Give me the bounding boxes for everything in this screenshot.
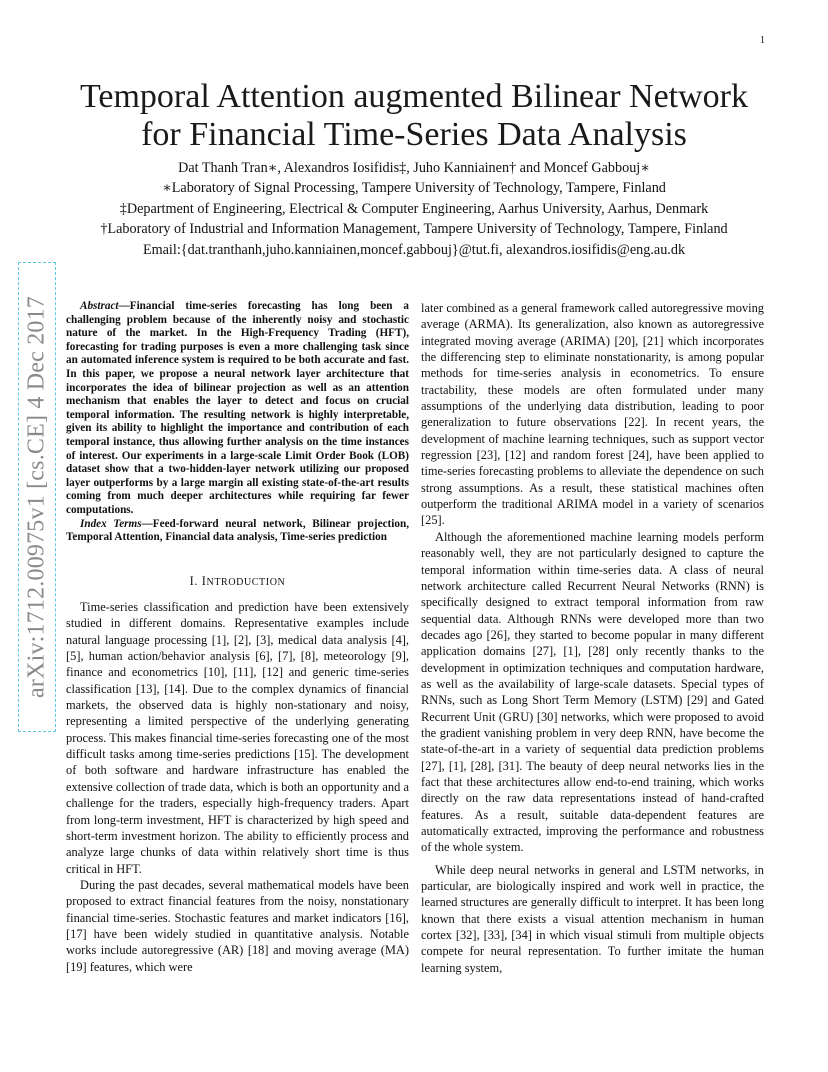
section-heading bbox=[66, 573, 409, 591]
affiliation: ‡Department of Engineering, Electrical & Computer Engineering, Aarhus University, Aarhus, Denmark bbox=[119, 200, 709, 217]
author-block bbox=[0, 158, 828, 260]
author-list: Dat Thanh Tran∗, Alexandros Iosifidis‡, Juho Kanniainen† and Moncef Gabbouj∗ bbox=[178, 160, 650, 176]
index-terms-lead: Index Terms bbox=[80, 517, 142, 530]
arxiv-stamp[interactable] bbox=[18, 262, 56, 732]
abstract-lead: Abstract bbox=[80, 300, 119, 312]
section-numeral: I. I bbox=[189, 573, 207, 588]
index-terms-text: —Feed-forward neural network, Bilinear projection, Temporal Attention, Financial data analysis, Time-series prediction bbox=[66, 517, 409, 544]
arxiv-identifier: arXiv:1712.00975v1 [cs.CE] 4 Dec 2017 bbox=[23, 296, 50, 698]
body-paragraph: Time-series classification and prediction have been extensively studied in different domains. Representative examples include natural language processing [1], [2], [3], medical data analysis [4], [5], human action/behavior analysis [6], [7], [8], meteorology [9], finance and econometrics [10], [11], [12] and generic time-series classification [13], [14]. Due to the complex dynamics of financial markets, the observed data is highly non-stationary and noisy, representing a limited perspective of the underlying generating process. This makes financial time-series forecasting one of the most difficult tasks among time-series predictions [15]. The development of both software and hardware infrastructure has enabled the extensive collection of trade data, which is both an opportunity and a challenge for the traders, especially high-frequency traders. Apart from long-term investment, HFT is characterized by high speed and short-term investment horizon. The ability to efficiently process and analyze large chunks of data within relatively short time is thus critical in HFT. bbox=[66, 600, 409, 876]
right-column bbox=[421, 300, 764, 976]
body-paragraph: During the past decades, several mathematical models have been proposed to extract financial features from the noisy, nonstationary financial time-series. Stochastic features and market indicators [16], [17] have been widely studied in quantitative analysis. Notable works include autoregressive (AR) [18] and moving average (MA) [19] features, which were bbox=[66, 877, 409, 974]
paper-title bbox=[0, 78, 828, 154]
abstract bbox=[66, 300, 409, 518]
affiliation: †Laboratory of Industrial and Information Management, Tampere University of Technology, Tampere, Finland bbox=[100, 221, 728, 238]
index-terms bbox=[66, 518, 409, 545]
email-line: Email:{dat.tranthanh,juho.kanniainen,moncef.gabbouj}@tut.fi, alexandros.iosifidis@eng.au.dk bbox=[142, 241, 686, 258]
body-paragraph: Although the aforementioned machine learning models perform reasonably well, they are not particularly designed to capture the temporal information within time-series data. A class of neural network architecture called Recurrent Neural Networks (RNN) is specifically designed to extract temporal information from raw sequential data. Although RNNs were developed more than two decades ago [26], they started to become popular in many different application domains [27], [1], [28] only recently thanks to the development in optimization techniques and computation hardware, as well as the availability of large-scale datasets. Special types of RNNs, such as Long Short Term Memory (LSTM) [29] and Gated Recurrent Unit (GRU) [30] networks, which were proposed to avoid the gradient vanishing problem in very deep RNN, have become the state-of-the-art in a variety of sequential data prediction problems [27], [1], [28], [31]. The beauty of deep neural networks lies in the fact that these architectures allow end-to-end training, which works directly on the raw data representations instead of hand-crafted features. As a result, suitable data-dependent features are automatically extracted, improving the performance and robustness of the whole system. bbox=[421, 529, 764, 855]
abstract-text: —Financial time-series forecasting has long been a challenging problem because of the inherently noisy and stochastic nature of the market. In the High-Frequency Trading (HFT), forecasting for trading purposes is even a more challenging task since an automated inference system is required to be both accurate and fast. In this paper, we propose a neural network layer architecture that incorporates the idea of bilinear projection as well as an attention mechanism that enables the layer to detect and focus on crucial temporal information. The resulting network is highly interpretable, given its ability to highlight the importance and contribution of each temporal instance, thus allowing further analysis on the time instances of interest. Our experiments in a large-scale Limit Order Book (LOB) dataset show that a two-hidden-layer network utilizing our proposed layer outperforms by a large margin all existing state-of-the-art results coming from much deeper architectures while requiring far fewer computations. bbox=[66, 300, 409, 516]
body-paragraph: While deep neural networks in general and LSTM networks, in particular, are biologically inspired and work well in practice, the learned structures are generally difficult to interpret. It has been long known that there exists a visual attention mechanism in human cortex [32], [33], [34] in which visual stimuli from multiple objects compete for neural representation. To further imitate the human learning system, bbox=[421, 862, 764, 975]
left-column bbox=[66, 300, 409, 975]
title-line: for Financial Time-Series Data Analysis bbox=[141, 116, 687, 153]
body-paragraph: later combined as a general framework called autoregressive moving average (ARMA). Its generalization, also known as autoregressive integrated moving average (ARIMA) [20], [21] which incorporates the differencing step to eliminate nonstationarity, is among popular methods for time-series analysis in econometrics. To ensure tractability, these models are often formulated under many assumptions of the underlying data distribution, leading to poor generalization to future observations [22]. In recent years, the development of machine learning techniques, such as support vector regression [23], [12] and random forest [24], have been applied to time-series forecasting problems to alleviate the dependence on such strong assumptions. As a result, these statistical machines often outperform the traditional ARIMA model in a variety of scenarios [25]. bbox=[421, 301, 764, 528]
affiliation: ∗Laboratory of Signal Processing, Tampere University of Technology, Tampere, Finland bbox=[162, 180, 666, 197]
page-number: 1 bbox=[760, 35, 765, 46]
title-line: Temporal Attention augmented Bilinear Network bbox=[80, 78, 748, 115]
section-title: NTRODUCTION bbox=[206, 576, 286, 588]
